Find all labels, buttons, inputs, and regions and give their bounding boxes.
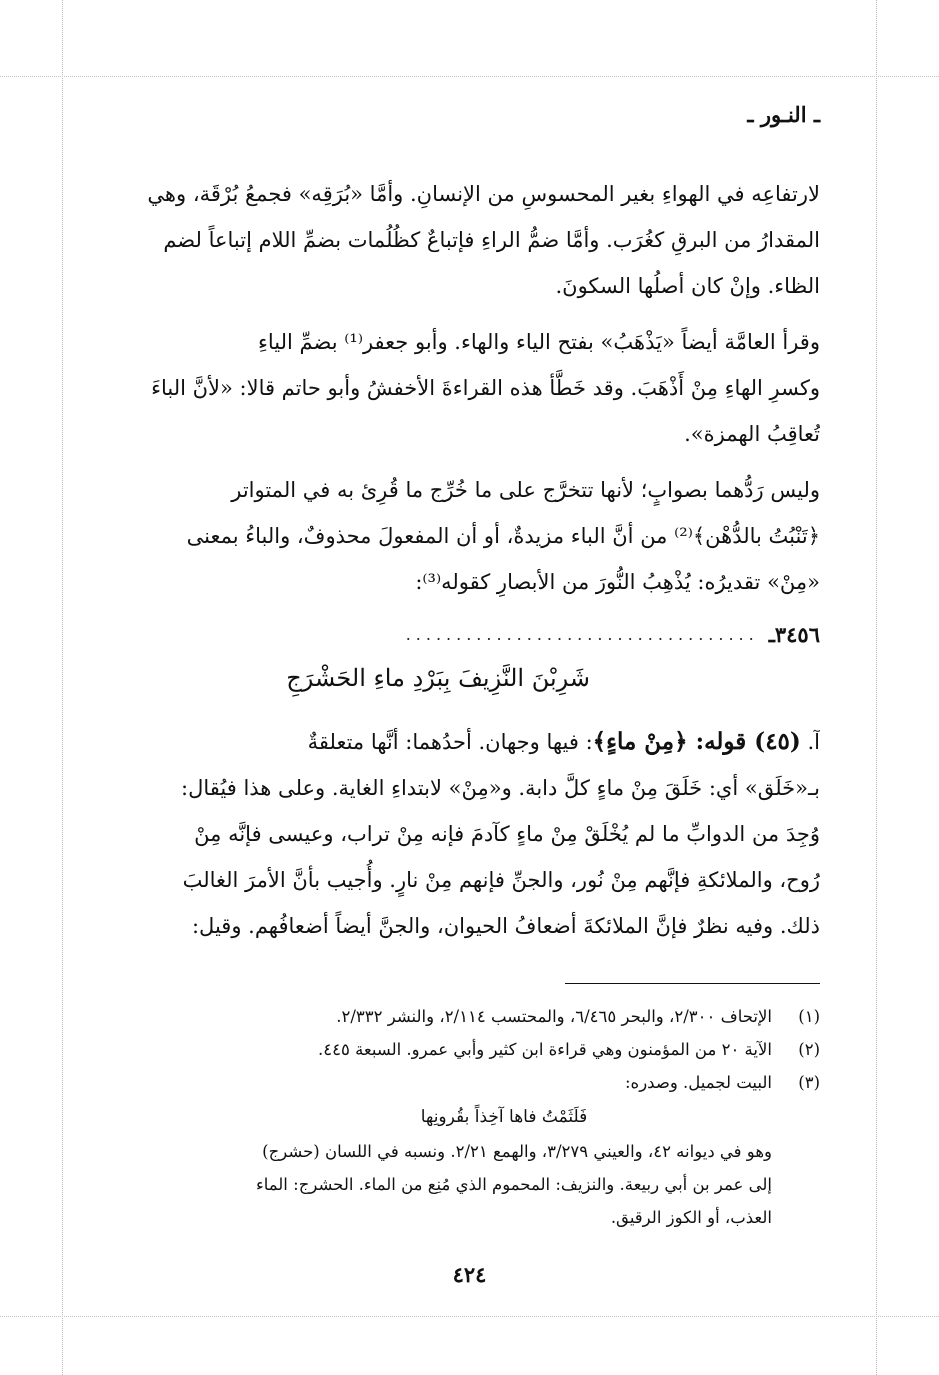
footnote-text: البيت لجميل. وصدره: [624, 1073, 772, 1092]
quran-heading-line [98, 719, 820, 765]
text-line: وكسرِ الهاءِ مِنْ أَذْهَبَ. وقد خَطَّأ هذه القراءةَ الأخفشُ وأبو حاتم قالا: «لأنَّ الباءَ [151, 376, 820, 400]
footnote-marker: (١) [798, 1007, 820, 1026]
footnote-continuation-line: العذب، أو الكوز الرقيق. [610, 1208, 772, 1227]
footnote-1 [98, 1000, 820, 1033]
paragraph-1 [98, 171, 820, 309]
footnote-2 [98, 1033, 820, 1066]
document-page [98, 95, 820, 1234]
verse-number-row [98, 615, 820, 655]
text-line: تُعاقِبُ الهمزة». [684, 422, 820, 446]
text-line: «مِنْ» تقديرُه: يُذْهِبُ النُّورَ من الأبصارِ كقوله⁽³⁾: [415, 570, 820, 594]
footnote-3 [98, 1066, 820, 1099]
text-line: بـ«خَلَق» أي: خَلَقَ مِنْ ماءٍ كلَّ دابة. و«مِنْ» لابتداءِ الغاية. وعلى هذا فيُقال: [181, 776, 820, 800]
text-line: رُوح، والملائكةِ فإنَّهم مِنْ نُور، والجنِّ فإنهم مِنْ نارٍ. وأُجيب بأنَّ الأمرَ الغالبَ [182, 868, 820, 892]
verse-text: شَرِبْنَ النَّزِيفَ بِبَرْدِ ماءِ الحَشْرَجِ [286, 664, 590, 692]
page-number: ٤٢٤ [452, 1262, 487, 1287]
text-line: المقدارُ من البرقِ كغُرَب. وأمَّا ضمُّ الراءِ فإتباعٌ كظُلُمات بضمِّ اللام إتباعاً لضم [163, 228, 820, 252]
text-line: لارتفاعِه في الهواءِ بغير المحسوسِ من الإنسانِ. وأمَّا «بُرَقِه» فجمعُ بُرْقَة، وهي [147, 182, 820, 206]
text-line: الظاء. وإنْ كان أصلُها السكونَ. [555, 274, 820, 298]
guide-line-left [62, 0, 63, 1375]
verse-number: ٣٤٥٦ـ [768, 622, 820, 647]
paragraph-2 [98, 319, 820, 457]
guide-line-bottom [0, 1316, 939, 1317]
footnote-marker: (٢) [798, 1040, 820, 1059]
text-line: وُجِدَ من الدوابِّ ما لم يُخْلَقْ مِنْ ماءٍ كآدمَ فإنه مِنْ تراب، وعيسى فإنَّه مِنْ [194, 822, 820, 846]
footnote-continuation-line: إلى عمر بن أبي ربيعة. والنزيف: المحموم الذي مُنِع من الماء. الحشرج: الماء [255, 1175, 772, 1194]
running-head: ـ النـور ـ [747, 102, 820, 127]
heading-rest: : فيها وجهان. أحدُهما: أنَّها متعلقةٌ [307, 730, 593, 754]
paragraph-3 [98, 467, 820, 605]
footnote-text: الآية ٢٠ من المؤمنون وهي قراءة ابن كثير وأبي عمرو. السبعة ٤٤٥. [317, 1040, 772, 1059]
entry-prefix: آ. [800, 730, 820, 754]
text-line: ذلك. وفيه نظرٌ فإنَّ الملائكةَ أضعافُ الحيوان، والجنَّ أيضاً أضعافُهم. وقيل: [191, 914, 820, 938]
text-line: وليس رَدُّهما بصوابٍ؛ لأنها تتخرَّج على ما خُرِّج ما قُرِئ به في المتواتر [231, 478, 820, 502]
footnote-verse: فَلَثَمْتُ فاها آخِذاً بقُرونِها [420, 1107, 588, 1127]
verse-dots: ................................... [405, 625, 759, 644]
text-line: وقرأ العامَّة أيضاً «يَذْهَبُ» بفتح الياء والهاء. وأبو جعفر⁽¹⁾ بضمِّ الياءِ [258, 330, 820, 354]
footnote-continuation-line: وهو في ديوانه ٤٢، والعيني ٣/٢٧٩، والهمع ٢/٢١. ونسبه في اللسان (حشرج) [262, 1142, 772, 1161]
verse-reference: (٤٥) قوله: ﴿مِنْ ماءٍ﴾ [592, 728, 801, 755]
guide-line-top [0, 76, 939, 77]
guide-line-right [876, 0, 877, 1375]
footnote-text: الإتحاف ٢/٣٠٠، والبحر ٦/٤٦٥، والمحتسب ٢/١١٤، والنشر ٢/٣٣٢. [336, 1007, 772, 1026]
paragraph-4 [98, 719, 820, 949]
footnote-marker: (٣) [798, 1073, 820, 1092]
footnote-separator [565, 983, 820, 984]
text-line: ﴿تَنْبُتُ بالدُّهْن﴾⁽²⁾ من أنَّ الباء مزيدةٌ، أو أن المفعولَ محذوفٌ، والباءُ بمعنى [186, 524, 820, 548]
